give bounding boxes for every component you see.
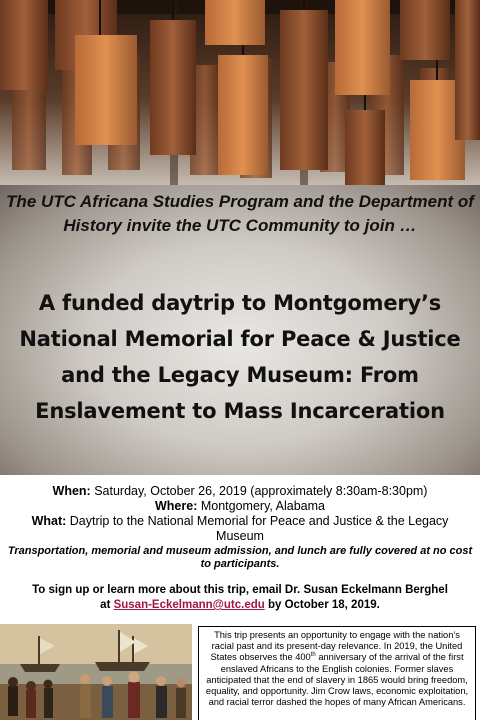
- what-label: What:: [31, 514, 67, 528]
- event-headline: A funded daytrip to Montgomery’s National Memorial for Peace & Justice and the Legacy Museum: From Enslavement to Mass Incarceration: [19, 291, 461, 423]
- invitation-text: The UTC Africana Studies Program and the Department of History invite the UTC Community to join …: [6, 192, 474, 235]
- what-line: [6, 514, 474, 544]
- signup-line-2: [6, 598, 474, 613]
- when-line: [6, 484, 474, 499]
- signup-info: [6, 583, 474, 613]
- memorial-photo: [0, 0, 480, 200]
- signup-deadline: by October 18, 2019.: [264, 599, 380, 611]
- description-part-1: This trip presents an opportunity to engage with the nation’s racial past and its present-day relevance. In 2019, the United States observes the 400: [210, 630, 463, 663]
- where-line: [6, 499, 474, 514]
- hanging-monuments-illustration: [0, 0, 480, 200]
- when-label: When:: [52, 484, 91, 498]
- ship-arrival-illustration: [0, 624, 192, 720]
- event-details: [6, 484, 474, 571]
- signup-pre: at: [100, 599, 114, 611]
- what-value: Daytrip to the National Memorial for Peace and Justice & the Legacy Museum: [66, 514, 449, 543]
- trip-description-box: [198, 626, 476, 720]
- where-label: Where:: [155, 499, 198, 513]
- where-value: Montgomery, Alabama: [197, 499, 325, 513]
- signup-line-1: To sign up or learn more about this trip, email Dr. Susan Eckelmann Berghel: [32, 584, 448, 596]
- cost-note: Transportation, memorial and museum admission, and lunch are fully covered at no cost to participants.: [7, 545, 473, 570]
- email-link[interactable]: Susan-Eckelmann@utc.edu: [113, 599, 265, 611]
- when-value: Saturday, October 26, 2019 (approximately 8:30am-8:30pm): [90, 484, 428, 498]
- ordinal-suffix: th: [310, 652, 316, 659]
- historical-painting: [0, 624, 192, 720]
- description-part-2: anniversary of the arrival of the first enslaved Africans to the English colonies. Former slaves anticipated that the end of slavery in 1865 would bring freedom, equality, and opportunity. Jim Crow laws, economic exploitation, and racial terror dashed the hopes of many African Americans.: [205, 652, 469, 708]
